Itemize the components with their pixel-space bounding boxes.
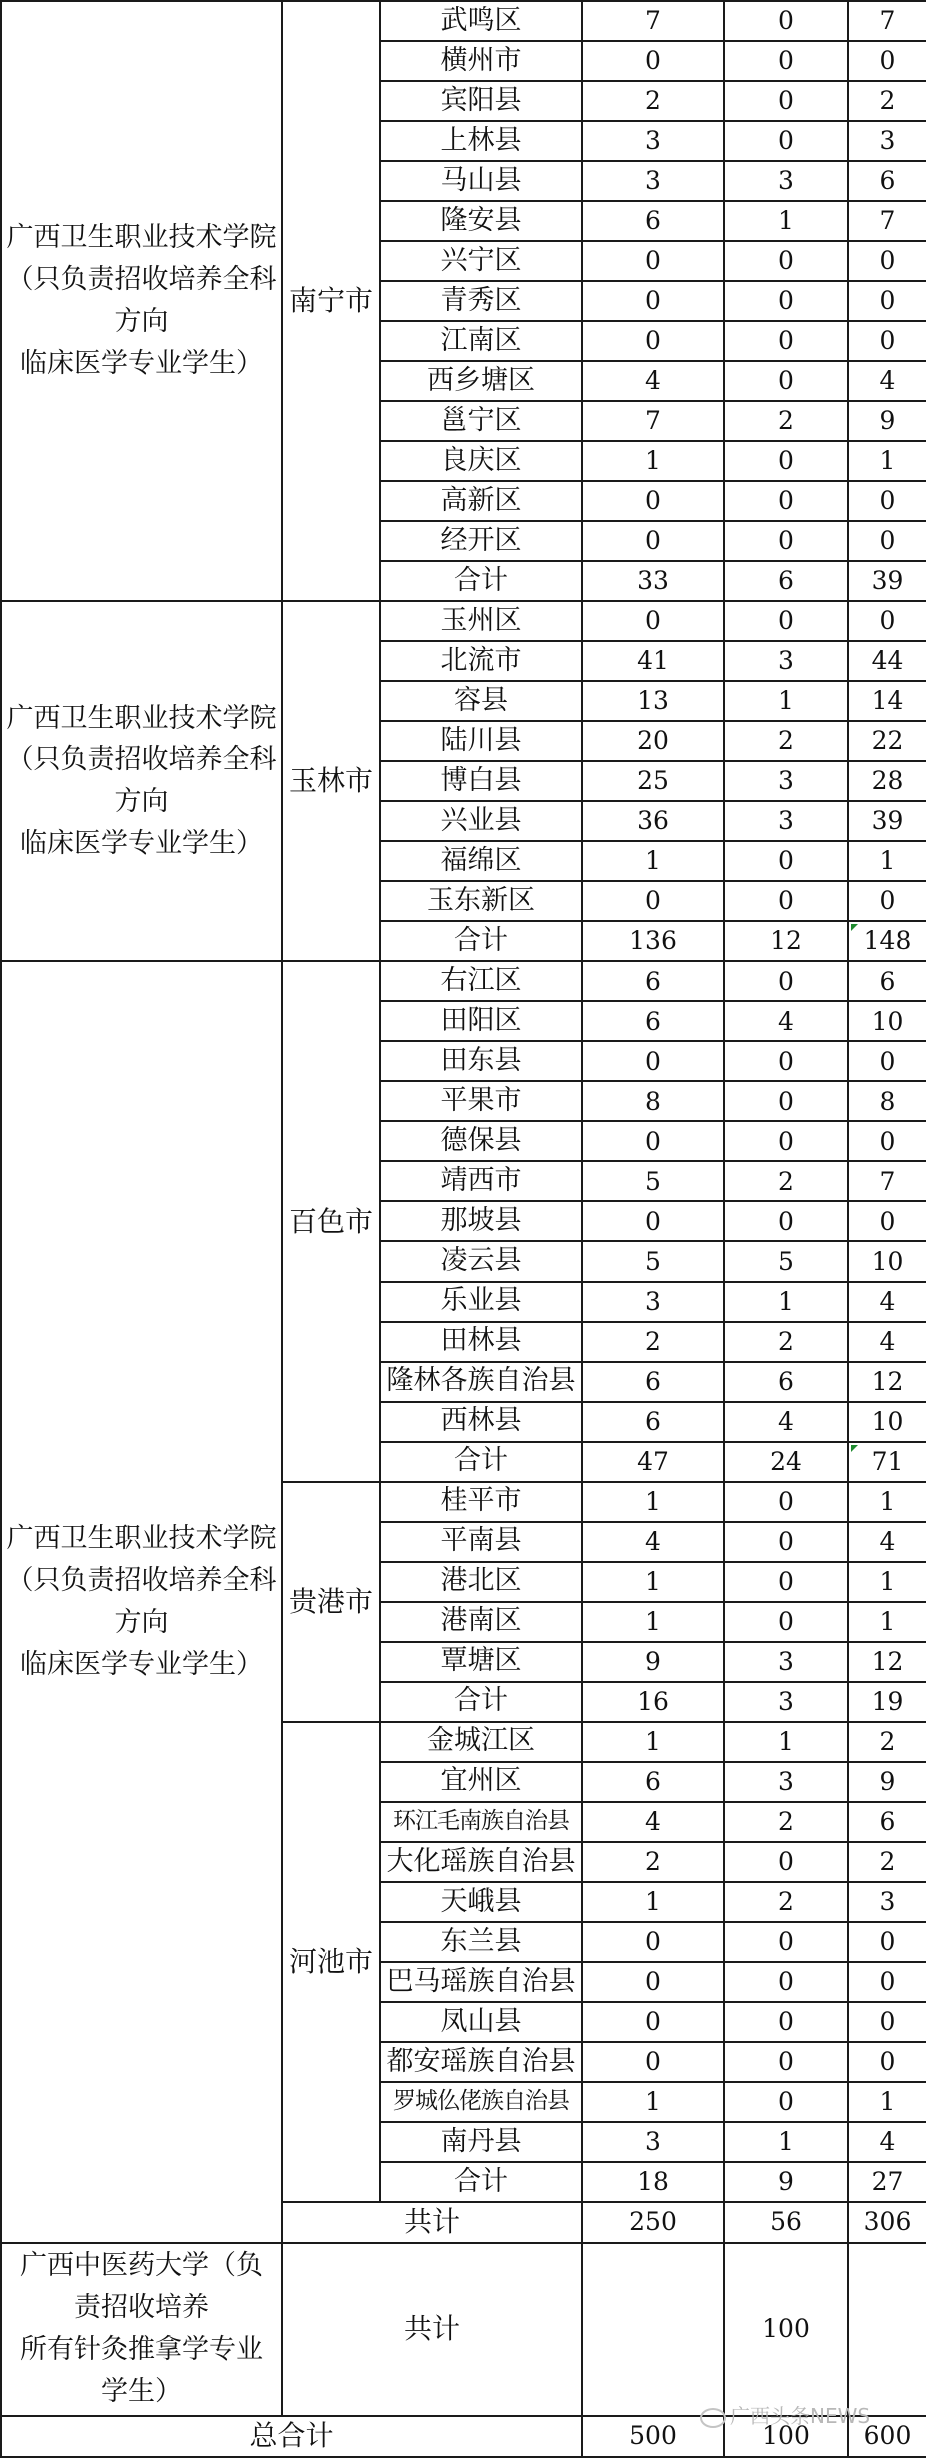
value-cell-c: 4 bbox=[848, 1522, 926, 1562]
value-cell-c: 10 bbox=[848, 1402, 926, 1442]
value-cell-a: 1 bbox=[582, 1602, 724, 1642]
district-cell: 凤山县 bbox=[380, 2002, 582, 2042]
district-cell: 合计 bbox=[380, 2162, 582, 2202]
value-cell-a: 6 bbox=[582, 201, 724, 241]
district-cell: 宜州区 bbox=[380, 1762, 582, 1802]
city-cell: 百色市 bbox=[282, 961, 380, 1481]
value-cell-b: 3 bbox=[724, 761, 848, 801]
value-cell-c: 7 bbox=[848, 201, 926, 241]
value-cell-a: 2 bbox=[582, 81, 724, 121]
value-cell-b: 0 bbox=[724, 281, 848, 321]
value-cell-c: 0 bbox=[848, 1201, 926, 1241]
value-cell-c: 7 bbox=[848, 1161, 926, 1201]
value-cell-a: 4 bbox=[582, 361, 724, 401]
subtotal-label: 共计 bbox=[282, 2202, 582, 2243]
district-cell: 靖西市 bbox=[380, 1161, 582, 1201]
value-cell-c: 10 bbox=[848, 1241, 926, 1281]
district-cell: 容县 bbox=[380, 681, 582, 721]
value-cell-a: 9 bbox=[582, 1642, 724, 1682]
district-cell: 玉东新区 bbox=[380, 881, 582, 921]
district-cell: 乐业县 bbox=[380, 1282, 582, 1322]
district-cell: 平果市 bbox=[380, 1081, 582, 1121]
value-cell-b: 1 bbox=[724, 201, 848, 241]
institution-cell: 广西卫生职业技术学院 （只负责招收培养全科方向 临床医学专业学生） bbox=[1, 601, 282, 961]
district-cell: 东兰县 bbox=[380, 1922, 582, 1962]
district-cell: 右江区 bbox=[380, 961, 582, 1001]
value-cell-a: 20 bbox=[582, 721, 724, 761]
value-cell-b: 0 bbox=[724, 1842, 848, 1882]
table-row bbox=[1, 961, 926, 1001]
value-cell-c: 3 bbox=[848, 1882, 926, 1922]
value-cell-c: 0 bbox=[848, 41, 926, 81]
value-cell-c: 39 bbox=[848, 561, 926, 601]
value-cell-c: 44 bbox=[848, 641, 926, 681]
district-cell: 隆安县 bbox=[380, 201, 582, 241]
district-cell: 玉州区 bbox=[380, 601, 582, 641]
value-cell-a: 16 bbox=[582, 1682, 724, 1722]
value-cell-a: 47 bbox=[582, 1442, 724, 1482]
value-cell-b: 1 bbox=[724, 1722, 848, 1762]
value-cell-c: 0 bbox=[848, 2042, 926, 2082]
value-cell-b: 0 bbox=[724, 481, 848, 521]
value-cell-b: 1 bbox=[724, 1282, 848, 1322]
value-cell-a: 1 bbox=[582, 2082, 724, 2122]
value-cell-b: 3 bbox=[724, 161, 848, 201]
wechat-icon bbox=[700, 2408, 726, 2428]
value-cell-a: 4 bbox=[582, 1802, 724, 1842]
value-cell-c: 39 bbox=[848, 801, 926, 841]
value-cell-a: 33 bbox=[582, 561, 724, 601]
district-cell: 都安瑶族自治县 bbox=[380, 2042, 582, 2082]
value-cell-a: 0 bbox=[582, 321, 724, 361]
value-cell-c: 0 bbox=[848, 1922, 926, 1962]
value-cell-c: 0 bbox=[848, 521, 926, 561]
district-cell: 合计 bbox=[380, 561, 582, 601]
district-cell: 邕宁区 bbox=[380, 401, 582, 441]
value-cell-c: 71 bbox=[848, 1442, 926, 1482]
value-cell-b: 3 bbox=[724, 1682, 848, 1722]
value-cell-b: 24 bbox=[724, 1442, 848, 1482]
subtotal-a: 250 bbox=[582, 2202, 724, 2243]
value-cell-a: 2 bbox=[582, 1842, 724, 1882]
value-cell-c: 0 bbox=[848, 241, 926, 281]
tcm-row bbox=[1, 2243, 926, 2416]
value-cell-b: 0 bbox=[724, 1, 848, 41]
district-cell: 隆林各族自治县 bbox=[380, 1362, 582, 1402]
district-cell: 宾阳县 bbox=[380, 81, 582, 121]
value-cell-b: 0 bbox=[724, 361, 848, 401]
district-cell: 港北区 bbox=[380, 1562, 582, 1602]
tcm-b: 100 bbox=[724, 2243, 848, 2416]
grand-total-c: 600 bbox=[848, 2416, 926, 2458]
value-cell-a: 8 bbox=[582, 1081, 724, 1121]
district-cell: 田林县 bbox=[380, 1322, 582, 1362]
district-cell: 合计 bbox=[380, 1682, 582, 1722]
district-cell: 马山县 bbox=[380, 161, 582, 201]
value-cell-c: 9 bbox=[848, 401, 926, 441]
value-cell-c: 0 bbox=[848, 481, 926, 521]
value-cell-a: 0 bbox=[582, 601, 724, 641]
value-cell-a: 4 bbox=[582, 1522, 724, 1562]
value-cell-c: 3 bbox=[848, 121, 926, 161]
value-cell-c: 6 bbox=[848, 1802, 926, 1842]
value-cell-c: 6 bbox=[848, 161, 926, 201]
value-cell-a: 7 bbox=[582, 1, 724, 41]
value-cell-b: 0 bbox=[724, 521, 848, 561]
value-cell-a: 1 bbox=[582, 1722, 724, 1762]
value-cell-b: 1 bbox=[724, 681, 848, 721]
value-cell-a: 0 bbox=[582, 481, 724, 521]
value-cell-b: 2 bbox=[724, 401, 848, 441]
institution-cell: 广西卫生职业技术学院 （只负责招收培养全科方向 临床医学专业学生） bbox=[1, 1, 282, 601]
district-cell: 环江毛南族自治县 bbox=[380, 1802, 582, 1842]
district-cell: 平南县 bbox=[380, 1522, 582, 1562]
value-cell-a: 1 bbox=[582, 441, 724, 481]
district-cell: 青秀区 bbox=[380, 281, 582, 321]
district-cell: 那坡县 bbox=[380, 1201, 582, 1241]
value-cell-b: 1 bbox=[724, 2122, 848, 2162]
value-cell-c: 1 bbox=[848, 1562, 926, 1602]
district-cell: 北流市 bbox=[380, 641, 582, 681]
value-cell-b: 2 bbox=[724, 1161, 848, 1201]
value-cell-c: 1 bbox=[848, 841, 926, 881]
value-cell-c: 7 bbox=[848, 1, 926, 41]
district-cell: 高新区 bbox=[380, 481, 582, 521]
value-cell-b: 0 bbox=[724, 2082, 848, 2122]
value-cell-a: 5 bbox=[582, 1241, 724, 1281]
value-cell-c: 2 bbox=[848, 81, 926, 121]
value-cell-c: 0 bbox=[848, 881, 926, 921]
value-cell-c: 0 bbox=[848, 281, 926, 321]
district-cell: 兴宁区 bbox=[380, 241, 582, 281]
city-cell: 贵港市 bbox=[282, 1482, 380, 1722]
value-cell-c: 4 bbox=[848, 2122, 926, 2162]
value-cell-a: 0 bbox=[582, 881, 724, 921]
value-cell-b: 2 bbox=[724, 721, 848, 761]
district-cell: 经开区 bbox=[380, 521, 582, 561]
value-cell-a: 0 bbox=[582, 2042, 724, 2082]
value-cell-b: 3 bbox=[724, 1642, 848, 1682]
value-cell-b: 0 bbox=[724, 2002, 848, 2042]
district-cell: 覃塘区 bbox=[380, 1642, 582, 1682]
value-cell-c: 0 bbox=[848, 1962, 926, 2002]
district-cell: 合计 bbox=[380, 1442, 582, 1482]
value-cell-b: 3 bbox=[724, 641, 848, 681]
value-cell-c: 4 bbox=[848, 1282, 926, 1322]
value-cell-c: 1 bbox=[848, 2082, 926, 2122]
district-cell: 武鸣区 bbox=[380, 1, 582, 41]
value-cell-a: 0 bbox=[582, 521, 724, 561]
value-cell-a: 2 bbox=[582, 1322, 724, 1362]
value-cell-a: 136 bbox=[582, 921, 724, 961]
district-cell: 田东县 bbox=[380, 1041, 582, 1081]
value-cell-b: 0 bbox=[724, 1922, 848, 1962]
value-cell-a: 6 bbox=[582, 961, 724, 1001]
value-cell-a: 0 bbox=[582, 41, 724, 81]
value-cell-a: 0 bbox=[582, 1121, 724, 1161]
district-cell: 西乡塘区 bbox=[380, 361, 582, 401]
value-cell-b: 0 bbox=[724, 241, 848, 281]
value-cell-b: 2 bbox=[724, 1802, 848, 1842]
value-cell-a: 3 bbox=[582, 1282, 724, 1322]
value-cell-c: 27 bbox=[848, 2162, 926, 2202]
value-cell-b: 0 bbox=[724, 601, 848, 641]
value-cell-a: 0 bbox=[582, 1041, 724, 1081]
district-cell: 天峨县 bbox=[380, 1882, 582, 1922]
district-cell: 德保县 bbox=[380, 1121, 582, 1161]
district-cell: 兴业县 bbox=[380, 801, 582, 841]
value-cell-a: 3 bbox=[582, 121, 724, 161]
value-cell-a: 0 bbox=[582, 2002, 724, 2042]
subtotal-b: 56 bbox=[724, 2202, 848, 2243]
value-cell-c: 0 bbox=[848, 2002, 926, 2042]
district-cell: 良庆区 bbox=[380, 441, 582, 481]
grand-total-a: 500 bbox=[582, 2416, 724, 2458]
value-cell-b: 3 bbox=[724, 1762, 848, 1802]
value-cell-c: 4 bbox=[848, 1322, 926, 1362]
district-cell: 西林县 bbox=[380, 1402, 582, 1442]
value-cell-c: 0 bbox=[848, 1121, 926, 1161]
value-cell-a: 6 bbox=[582, 1001, 724, 1041]
value-cell-a: 0 bbox=[582, 1922, 724, 1962]
value-cell-c: 1 bbox=[848, 441, 926, 481]
value-cell-b: 2 bbox=[724, 1322, 848, 1362]
value-cell-a: 1 bbox=[582, 1562, 724, 1602]
value-cell-b: 4 bbox=[724, 1001, 848, 1041]
value-cell-a: 5 bbox=[582, 1161, 724, 1201]
value-cell-a: 36 bbox=[582, 801, 724, 841]
city-cell: 南宁市 bbox=[282, 1, 380, 601]
value-cell-b: 0 bbox=[724, 1962, 848, 2002]
value-cell-a: 13 bbox=[582, 681, 724, 721]
value-cell-c: 148 bbox=[848, 921, 926, 961]
value-cell-b: 6 bbox=[724, 1362, 848, 1402]
district-cell: 金城江区 bbox=[380, 1722, 582, 1762]
value-cell-b: 12 bbox=[724, 921, 848, 961]
district-cell: 大化瑶族自治县 bbox=[380, 1842, 582, 1882]
district-cell: 福绵区 bbox=[380, 841, 582, 881]
district-cell: 罗城仫佬族自治县 bbox=[380, 2082, 582, 2122]
tcm-a bbox=[582, 2243, 724, 2416]
district-cell: 凌云县 bbox=[380, 1241, 582, 1281]
value-cell-b: 0 bbox=[724, 841, 848, 881]
value-cell-b: 0 bbox=[724, 121, 848, 161]
watermark-text: 广西头条NEWS bbox=[730, 2404, 871, 2428]
value-cell-a: 0 bbox=[582, 281, 724, 321]
value-cell-b: 4 bbox=[724, 1402, 848, 1442]
district-cell: 港南区 bbox=[380, 1602, 582, 1642]
district-cell: 陆川县 bbox=[380, 721, 582, 761]
value-cell-c: 2 bbox=[848, 1842, 926, 1882]
tcm-c bbox=[848, 2243, 926, 2416]
value-cell-b: 3 bbox=[724, 801, 848, 841]
value-cell-c: 0 bbox=[848, 601, 926, 641]
value-cell-b: 6 bbox=[724, 561, 848, 601]
value-cell-c: 22 bbox=[848, 721, 926, 761]
district-cell: 巴马瑶族自治县 bbox=[380, 1962, 582, 2002]
value-cell-a: 25 bbox=[582, 761, 724, 801]
value-cell-a: 1 bbox=[582, 841, 724, 881]
value-cell-a: 0 bbox=[582, 1962, 724, 2002]
district-cell: 上林县 bbox=[380, 121, 582, 161]
value-cell-c: 4 bbox=[848, 361, 926, 401]
value-cell-c: 14 bbox=[848, 681, 926, 721]
value-cell-a: 0 bbox=[582, 241, 724, 281]
district-cell: 田阳区 bbox=[380, 1001, 582, 1041]
value-cell-a: 6 bbox=[582, 1402, 724, 1442]
value-cell-b: 0 bbox=[724, 881, 848, 921]
value-cell-c: 9 bbox=[848, 1762, 926, 1802]
value-cell-b: 9 bbox=[724, 2162, 848, 2202]
watermark bbox=[700, 2400, 870, 2429]
value-cell-b: 0 bbox=[724, 961, 848, 1001]
value-cell-b: 0 bbox=[724, 1562, 848, 1602]
value-cell-c: 8 bbox=[848, 1081, 926, 1121]
value-cell-c: 28 bbox=[848, 761, 926, 801]
value-cell-a: 7 bbox=[582, 401, 724, 441]
value-cell-b: 0 bbox=[724, 441, 848, 481]
tcm-institution-cell: 广西中医药大学（负 责招收培养 所有针灸推拿学专业 学生） bbox=[1, 2243, 282, 2416]
value-cell-b: 0 bbox=[724, 321, 848, 361]
table-row bbox=[1, 601, 926, 641]
value-cell-a: 18 bbox=[582, 2162, 724, 2202]
district-cell: 合计 bbox=[380, 921, 582, 961]
district-cell: 横州市 bbox=[380, 41, 582, 81]
value-cell-c: 2 bbox=[848, 1722, 926, 1762]
value-cell-c: 10 bbox=[848, 1001, 926, 1041]
value-cell-b: 0 bbox=[724, 1201, 848, 1241]
value-cell-a: 0 bbox=[582, 1201, 724, 1241]
institution-cell: 广西卫生职业技术学院 （只负责招收培养全科方向 临床医学专业学生） bbox=[1, 961, 282, 2242]
district-cell: 南丹县 bbox=[380, 2122, 582, 2162]
city-cell: 河池市 bbox=[282, 1722, 380, 2202]
value-cell-b: 0 bbox=[724, 1121, 848, 1161]
value-cell-b: 0 bbox=[724, 1482, 848, 1522]
value-cell-a: 41 bbox=[582, 641, 724, 681]
value-cell-c: 1 bbox=[848, 1602, 926, 1642]
value-cell-a: 1 bbox=[582, 1482, 724, 1522]
grand-total-label: 总合计 bbox=[1, 2416, 582, 2458]
value-cell-b: 0 bbox=[724, 1602, 848, 1642]
value-cell-c: 12 bbox=[848, 1642, 926, 1682]
value-cell-a: 3 bbox=[582, 161, 724, 201]
district-cell: 博白县 bbox=[380, 761, 582, 801]
value-cell-c: 1 bbox=[848, 1482, 926, 1522]
value-cell-c: 0 bbox=[848, 1041, 926, 1081]
value-cell-c: 6 bbox=[848, 961, 926, 1001]
tcm-label: 共计 bbox=[282, 2243, 582, 2416]
district-cell: 桂平市 bbox=[380, 1482, 582, 1522]
city-cell: 玉林市 bbox=[282, 601, 380, 961]
value-cell-b: 0 bbox=[724, 1081, 848, 1121]
table-row bbox=[1, 1, 926, 41]
grand-total-b: 100 bbox=[724, 2416, 848, 2458]
value-cell-b: 0 bbox=[724, 1041, 848, 1081]
value-cell-c: 0 bbox=[848, 321, 926, 361]
value-cell-c: 19 bbox=[848, 1682, 926, 1722]
value-cell-b: 2 bbox=[724, 1882, 848, 1922]
value-cell-b: 0 bbox=[724, 41, 848, 81]
value-cell-a: 1 bbox=[582, 1882, 724, 1922]
value-cell-b: 0 bbox=[724, 2042, 848, 2082]
subtotal-c: 306 bbox=[848, 2202, 926, 2243]
value-cell-a: 6 bbox=[582, 1362, 724, 1402]
value-cell-c: 12 bbox=[848, 1362, 926, 1402]
value-cell-a: 3 bbox=[582, 2122, 724, 2162]
value-cell-a: 6 bbox=[582, 1762, 724, 1802]
value-cell-b: 5 bbox=[724, 1241, 848, 1281]
value-cell-b: 0 bbox=[724, 1522, 848, 1562]
district-cell: 江南区 bbox=[380, 321, 582, 361]
value-cell-b: 0 bbox=[724, 81, 848, 121]
